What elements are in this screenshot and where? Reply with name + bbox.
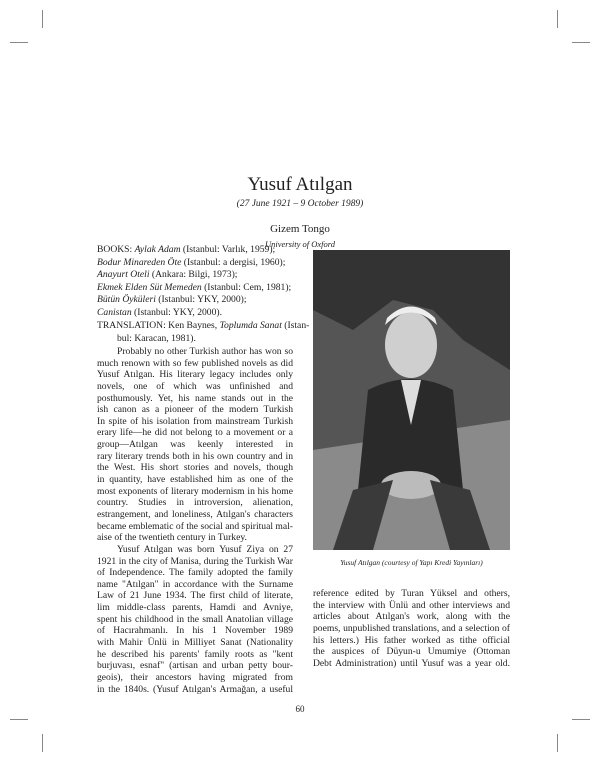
author-affiliation: University of Oxford [264,239,336,249]
photo-caption: Yusuf Atılgan (courtesy of Yapı Kredi Yayınları) [340,558,483,567]
text-line: poems, unpublished translations, and a selection of [313,622,510,634]
text-line: geois), their ancestors having migrated from [97,671,293,683]
text-line: in the 1840s. (Yusuf Atılgan's Armağan, a useful [97,683,293,695]
book-title: Bütün Öyküleri [97,294,156,306]
crop-mark [557,734,558,752]
crop-mark [42,10,43,28]
book-entry [97,307,297,320]
text-line: spent his childhood in the small Anatolian village [97,613,293,625]
text-line: posthumously. Yet, his name stands out in the [97,392,293,404]
text-line: Probably no other Turkish author has won so [117,346,293,357]
crop-mark [557,10,558,28]
text-line: rary literary trends both in his own country and in [97,450,293,462]
book-entry [97,244,297,257]
book-publisher: (Istanbul: Varlık, 1959); [180,244,276,255]
text-line: the auspices of Düyun-u Umumiye (Ottoman [313,646,510,658]
book-entry [97,257,297,270]
text-line: articles about Atılgan's work, along with the [313,611,510,623]
text-line: of Hacırahmanlı. In his 1 November 1989 [97,625,293,637]
book-publisher: (Istanbul: YKY, 2000); [155,294,247,306]
text-line: most exponents of literary modernism in his home [97,485,293,497]
article-title: Yusuf Atılgan [247,174,353,195]
text-line: he described his parents' family roots as "kent [97,648,293,660]
books-list [97,244,297,320]
book-title: Ekmek Elden Süt Memeden [97,281,202,293]
translation-continuation: bul: Karacan, 1981). [117,332,196,344]
text-line: in quantity, have established him as one of the [97,474,293,486]
translation-entry [97,320,310,345]
portrait-illustration [313,250,510,550]
crop-mark [572,42,590,43]
text-line: erary life—he did not belong to a movement or a [97,427,293,439]
text-line: of Independence. The family adopted the family [97,567,293,579]
text-line: name "Atılgan" in accordance with the Surname [97,578,293,590]
text-line: ish canon as a pioneer of the modern Turkish [97,404,293,416]
text-line: novels, one of which was unfinished and [97,380,293,392]
text-line: became emblematic of the social and spiritual mal- [97,520,293,532]
text-line: aise of the twentieth century in Turkey. [97,532,247,544]
book-publisher: (Istanbul: Cem, 1981); [201,281,292,293]
text-line: Law of 21 June 1934. The first child of literate, [97,590,293,602]
text-line: with Mahir Ünlü in Milliyet Sanat (Nationality [97,637,293,649]
book-title: Anayurt Oteli [97,269,150,281]
book-entry [97,294,297,307]
body-left-column [97,346,293,695]
crop-mark [10,42,28,43]
books-label: BOOKS: [97,244,135,255]
translation-publisher: (Istan- [281,320,310,331]
author-photo [313,250,510,550]
text-line: the West. His short stories and novels, though [97,462,293,474]
text-line: the interview with Ünlü and other interviews and [313,599,510,611]
text-line: burjuvası, esnaf" (artisan and urban petty bour- [97,660,293,672]
text-line: estrangement, and loneliness, Atılgan's characters [97,508,293,520]
life-dates: (27 June 1921 – 9 October 1989) [236,199,364,209]
book-entry [97,282,297,295]
text-line: reference edited by Turan Yüksel and others, [313,588,510,599]
body-right-column [313,588,510,669]
text-line: lim middle-class parents, Hamdi and Avniye, [97,602,293,614]
book-publisher: (Istanbul: YKY, 2000). [131,306,222,318]
translation-title: Toplumda Sanat [219,320,282,331]
text-line: Yusuf Atılgan. His literary legacy includes only [97,369,293,381]
page-number: 60 [295,704,305,714]
author-name: Gizem Tongo [270,223,330,235]
text-line: his letters.) His father worked as tithe official [313,634,510,646]
crop-mark [42,734,43,752]
crop-mark [10,719,28,720]
text-line: much renown with so few published novels as did [97,357,293,369]
text-line: In spite of his isolation from mainstream Turkish [97,415,293,427]
book-publisher: (Istanbul: a dergisi, 1960); [181,256,286,268]
book-publisher: (Ankara: Bilgi, 1973); [149,269,238,281]
text-line: Yusuf Atılgan was born Yusuf Ziya on 27 [117,543,293,555]
book-title: Canistan [97,306,132,318]
text-line: group—Atılgan was keenly interested in [97,439,293,451]
text-line: Debt Administration) until Yusuf was a year old. [313,657,510,669]
book-title: Aylak Adam [134,244,181,255]
text-line: country. Studies in introversion, alienation, [97,497,293,509]
book-title: Bodur Minareden Öte [97,256,182,268]
translation-label: TRANSLATION: Ken Baynes, [97,320,220,331]
book-entry [97,269,297,282]
crop-mark [572,719,590,720]
text-line: 1921 in the city of Manisa, during the Turkish War [97,555,293,567]
